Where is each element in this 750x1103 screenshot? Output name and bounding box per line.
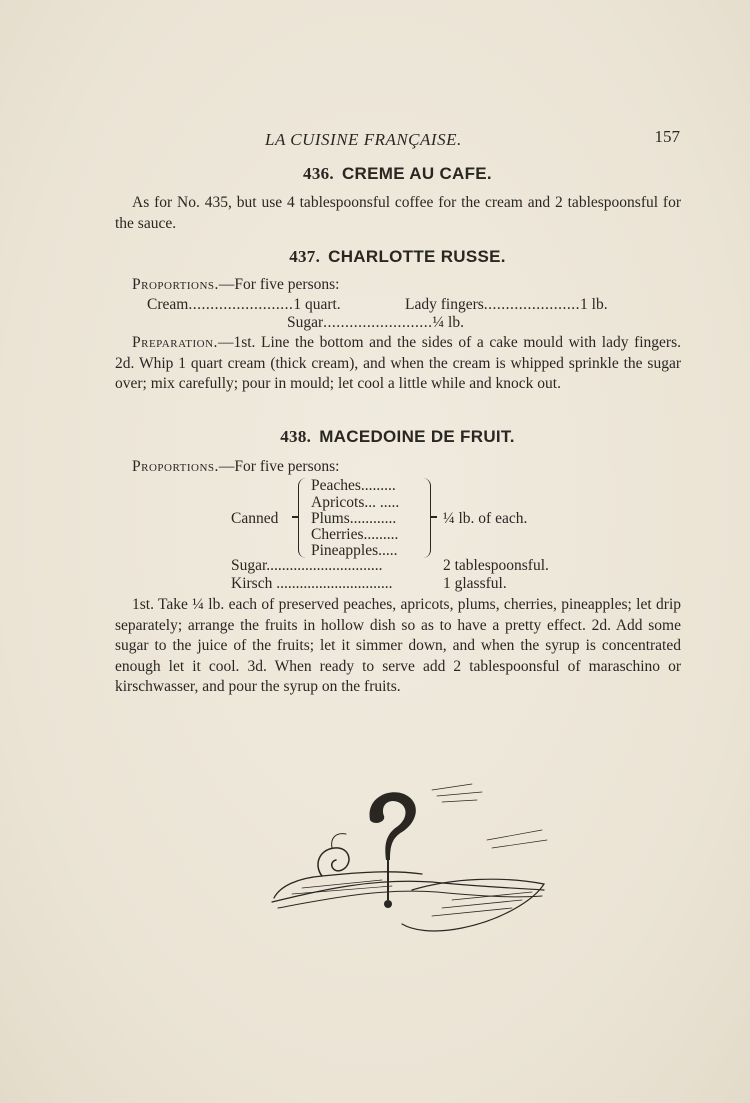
fruit-quantity: ¼ lb. of each. bbox=[443, 510, 528, 527]
fruit-item: Plums............ bbox=[311, 510, 397, 527]
proportions-text: —For five persons: bbox=[218, 276, 340, 293]
proportions-text: —For five persons: bbox=[218, 458, 340, 475]
fruit-item: Peaches......... bbox=[311, 477, 396, 494]
recipe-438-method: 1st. Take ¼ lb. each of preserved peaches, apricots, plums, cherries, pineapples; let drip separately; arrange the fruits in hollow dish so as to have a pretty effect. 2d. Add some sugar to the juice of the fruits; let it simmer down, and when the syrup is concentrated enough let it cool. 3d. When ready to serve add 2 tablespoonsful of maraschino or kirschwasser, and pour the syrup on the fruits. bbox=[115, 596, 681, 695]
canned-label: Canned bbox=[231, 510, 279, 527]
proportions-line bbox=[132, 276, 339, 294]
recipe-number: 438. bbox=[280, 427, 312, 446]
fruit-item: Apricots... ..... bbox=[311, 494, 400, 511]
recipe-number: 436. bbox=[303, 164, 334, 183]
recipe-437-preparation bbox=[115, 333, 681, 395]
recipe-438-heading bbox=[115, 427, 680, 447]
preparation-text: —1st. Line the bottom and the sides of a cake mould with lady fingers. 2d. Whip 1 quart cream (thick cream), and when the cream is whipped sprinkle the sugar over; mix carefully; pour in mould; let cool a little while and knock out. bbox=[115, 334, 681, 392]
right-brace bbox=[422, 478, 431, 558]
fruit-item: Pineapples..... bbox=[311, 542, 398, 559]
ingredient-qty: ¼ lb. bbox=[432, 314, 464, 331]
preparation-label: Preparation. bbox=[132, 334, 218, 351]
page-header bbox=[115, 127, 680, 154]
leader-dots: ...................... bbox=[483, 296, 581, 313]
ingredient-kirsch-line: Kirsch .............................. bbox=[231, 575, 393, 592]
recipe-436-heading bbox=[115, 164, 680, 184]
question-mark-scroll-icon bbox=[262, 780, 552, 950]
ingredient-qty: 1 lb. bbox=[580, 296, 608, 313]
leader-dots: ........................ bbox=[188, 296, 294, 313]
ingredient-lady-fingers bbox=[405, 296, 608, 314]
ingredient-name: Lady fingers bbox=[405, 296, 484, 313]
ingredient-sugar-qty: 2 tablespoonsful. bbox=[443, 557, 549, 574]
ingredient-kirsch-qty: 1 glassful. bbox=[443, 575, 507, 592]
ingredient-sugar-line: Sugar.............................. bbox=[231, 557, 383, 574]
page-number: 157 bbox=[654, 127, 680, 146]
recipe-title: CHARLOTTE RUSSE. bbox=[328, 247, 506, 266]
ingredient-name: Sugar bbox=[287, 314, 324, 331]
proportions-label: Proportions. bbox=[132, 458, 219, 475]
ingredient-cream bbox=[147, 296, 341, 314]
ingredient-qty: 1 quart. bbox=[293, 296, 341, 313]
recipe-title: MACEDOINE DE FRUIT. bbox=[319, 427, 515, 446]
proportions-line bbox=[132, 458, 339, 476]
proportions-label: Proportions. bbox=[132, 276, 219, 293]
left-brace bbox=[298, 478, 307, 558]
ingredient-name: Cream bbox=[147, 296, 189, 313]
fruit-item: Cherries......... bbox=[311, 526, 399, 543]
recipe-number: 437. bbox=[289, 247, 321, 266]
recipe-title: CREME AU CAFE. bbox=[341, 164, 492, 183]
running-title: LA CUISINE FRANÇAISE. bbox=[265, 130, 462, 149]
ingredient-sugar bbox=[287, 314, 464, 332]
leader-dots: ......................... bbox=[323, 314, 433, 331]
recipe-436-text: As for No. 435, but use 4 tablespoonsful coffee for the cream and 2 tablespoonsful for the sauce. bbox=[115, 194, 681, 232]
recipe-437-heading bbox=[115, 247, 680, 267]
